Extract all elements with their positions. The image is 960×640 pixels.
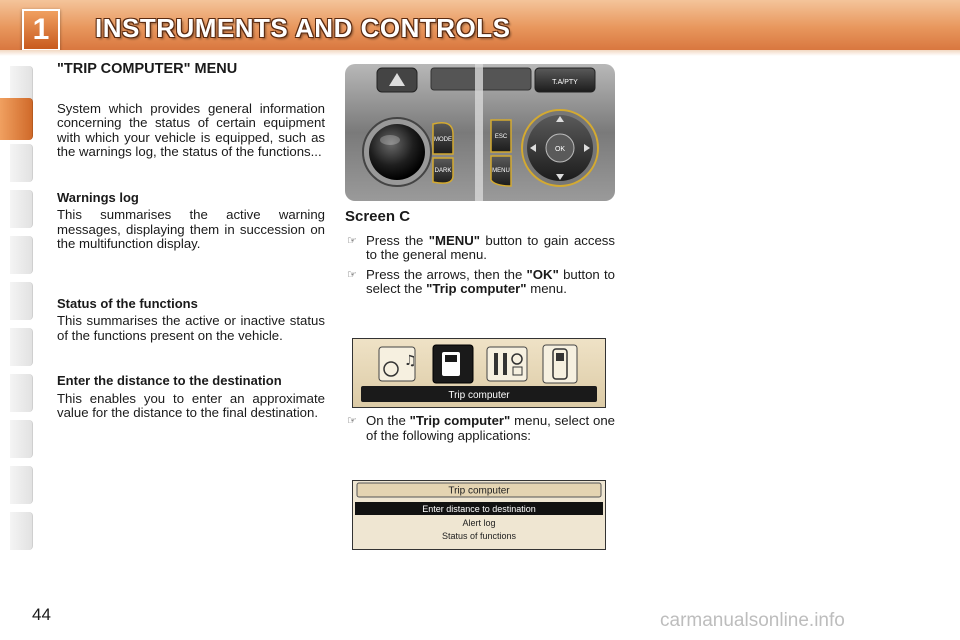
section-warnings-log xyxy=(57,191,325,252)
chapter-tab[interactable] xyxy=(10,420,33,458)
menu-caption: Trip computer xyxy=(448,390,510,401)
page-title: INSTRUMENTS AND CONTROLS xyxy=(95,13,511,43)
step-text: button to gain access to the general menu. xyxy=(366,232,615,262)
step-text: Press the arrows, then the xyxy=(366,266,527,282)
chapter-tab[interactable] xyxy=(10,282,33,320)
right-column-lower xyxy=(345,414,615,448)
menu-option-selected: Enter distance to destination xyxy=(422,504,536,514)
step-key: "Trip computer" xyxy=(409,413,511,428)
left-column xyxy=(57,62,325,421)
chapter-tab[interactable] xyxy=(10,236,33,274)
display-header: Trip computer xyxy=(448,485,510,497)
chapter-tab[interactable] xyxy=(10,512,33,550)
volume-knob xyxy=(369,124,425,180)
trip-computer-display-screen xyxy=(352,480,606,550)
section-text: This summarises the active warning messages, displaying them in succession on the multifunction display. xyxy=(57,207,325,251)
watermark: carmanualsonline.info xyxy=(660,610,845,631)
step-text: button to select the xyxy=(366,266,615,296)
tapty-label: T.A/PTY xyxy=(552,79,578,86)
chapter-tab[interactable] xyxy=(10,466,33,504)
chapter-number: 1 xyxy=(22,9,60,51)
screen-heading: Screen C xyxy=(345,208,411,225)
menu-option: Status of functions xyxy=(441,531,517,541)
chapter-tab[interactable] xyxy=(10,374,33,412)
dark-label: DARK xyxy=(434,168,452,174)
chapter-tab-active[interactable] xyxy=(0,98,33,140)
control-panel-image xyxy=(345,64,615,201)
section-heading: Warnings log xyxy=(57,189,139,205)
section-heading: Enter the distance to the destination xyxy=(57,373,282,388)
intro-paragraph: System which provides general information concerning the status of certain equipment with which your vehicle is equipped, such as the warnings log, the status of the functions... xyxy=(57,100,325,159)
mode-label: MODE xyxy=(434,137,452,143)
chapter-tab[interactable] xyxy=(10,144,33,182)
header-bar xyxy=(0,0,960,50)
instruction-step xyxy=(345,234,615,263)
svg-text:♫: ♫ xyxy=(404,353,417,369)
step-key: "Trip computer" xyxy=(426,281,527,296)
instruction-step xyxy=(345,414,615,443)
pointing-hand-icon: ☞ xyxy=(347,234,357,247)
page-number: 44 xyxy=(32,605,51,624)
menu-display-screen xyxy=(352,338,606,408)
header-divider xyxy=(0,50,960,56)
section-text: This enables you to enter an approximate value for the distance to the final destination. xyxy=(57,390,325,420)
esc-label: ESC xyxy=(494,134,508,140)
ok-label: OK xyxy=(554,146,566,153)
menu-label: MENU xyxy=(492,168,510,174)
step-key: "OK" xyxy=(526,266,559,282)
step-text: Press the xyxy=(366,232,429,248)
chapter-tabs xyxy=(0,66,34,576)
section-heading: Status of the functions xyxy=(57,295,198,311)
section-status-functions xyxy=(57,297,325,344)
chapter-tab[interactable] xyxy=(10,190,33,228)
chapter-tab[interactable] xyxy=(10,328,33,366)
section-title: "TRIP COMPUTER" MENU xyxy=(57,61,238,77)
telephone-menu-icon xyxy=(543,345,577,383)
section-enter-distance xyxy=(57,374,325,421)
section-text: This summarises the active or inactive status of the functions present on the vehicle. xyxy=(57,313,325,343)
pointing-hand-icon: ☞ xyxy=(347,268,357,281)
pointing-hand-icon: ☞ xyxy=(347,415,357,427)
step-text: menu. xyxy=(526,281,567,296)
step-key: "MENU" xyxy=(428,232,481,248)
menu-option: Alert log xyxy=(462,518,496,528)
step-text: On the xyxy=(366,413,410,428)
instruction-step xyxy=(345,268,615,297)
step-text: menu, select one of the following applications: xyxy=(366,413,615,443)
right-column xyxy=(345,210,615,302)
